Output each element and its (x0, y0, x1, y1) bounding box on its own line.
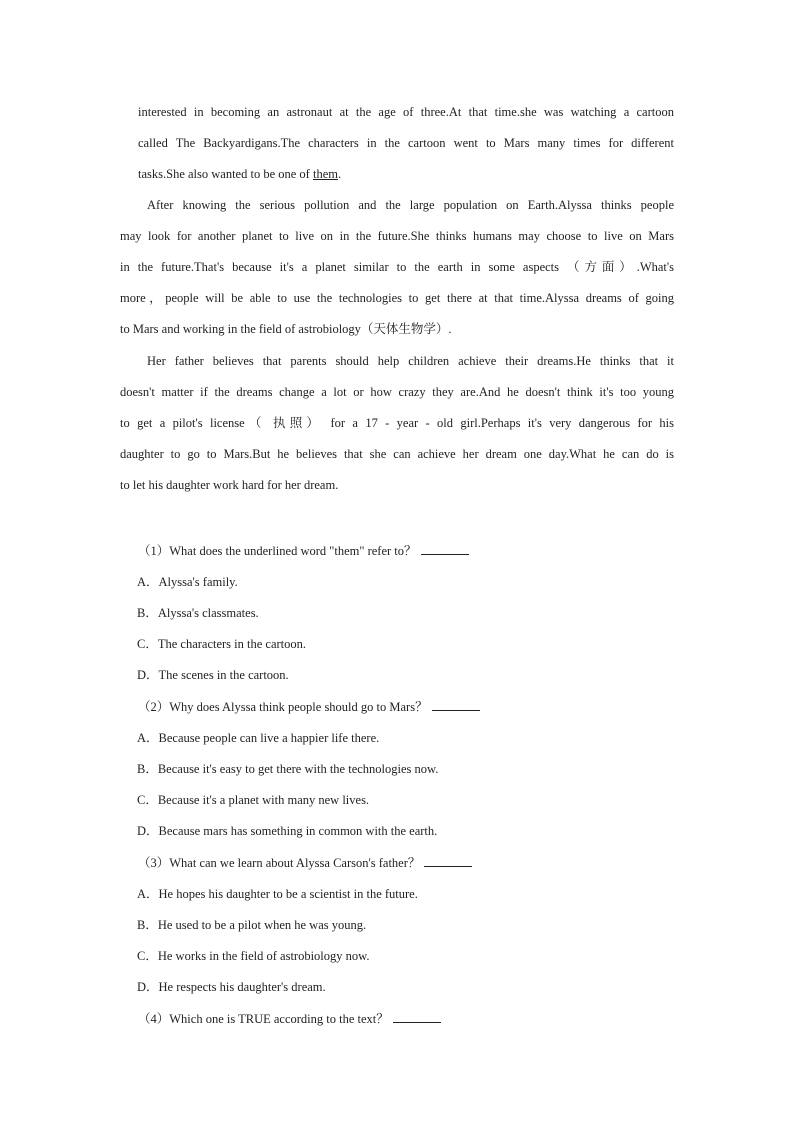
passage-line: to Mars and working in the field of astrobiology（天体生物学）. (120, 322, 452, 337)
passage-line: may look for another planet to live on in the future.She thinks humans may choose to live on Mars (120, 229, 674, 244)
option-a[interactable]: A．Alyssa's family. (137, 575, 238, 589)
answer-blank[interactable] (421, 544, 469, 555)
passage-line: in the future.That's because it's a planet similar to the earth in some aspects （方面）.What's (120, 260, 674, 275)
passage-line: tasks.She also wanted to be one of them. (138, 167, 342, 182)
passage-line: to let his daughter work hard for her dream. (120, 478, 339, 493)
answer-blank[interactable] (432, 700, 480, 711)
answer-blank[interactable] (393, 1012, 441, 1023)
passage-line: daughter to go to Mars.But he believes that she can achieve her dream one day.What he can do is (120, 447, 674, 462)
option-d[interactable]: D．Because mars has something in common with the earth. (137, 824, 438, 838)
option-c[interactable]: C．Because it's a planet with many new lives. (137, 793, 370, 807)
option-b[interactable]: B．He used to be a pilot when he was young. (137, 918, 367, 932)
passage-line: After knowing the serious pollution and the large population on Earth.Alyssa thinks people (147, 198, 674, 212)
underlined-word: them (312, 167, 338, 182)
passage-line: more，people will be able to use the technologies to get there at that time.Alyssa dreams of going (120, 291, 674, 306)
passage-line: doesn't matter if the dreams change a lot or how crazy they are.And he doesn't think it's too young (120, 385, 674, 400)
passage-line: Her father believes that parents should help children achieve their dreams.He thinks that it (147, 354, 674, 368)
answer-blank[interactable] (424, 856, 472, 867)
option-a[interactable]: A．Because people can live a happier life there. (137, 731, 380, 745)
question-stem: （2）Why does Alyssa think people should go to Mars？ (138, 697, 480, 715)
question-stem: （4）Which one is TRUE according to the text？ (138, 1009, 441, 1027)
question-stem: （3）What can we learn about Alyssa Carson's father？ (138, 853, 472, 871)
passage-line: called The Backyardigans.The characters in the cartoon went to Mars many times for different (138, 136, 674, 151)
option-d[interactable]: D．The scenes in the cartoon. (137, 668, 289, 682)
option-c[interactable]: C．The characters in the cartoon. (137, 637, 307, 651)
passage-line: to get a pilot's license（ 执照） for a 17 - year - old girl.Perhaps it's very dangerous for his (120, 416, 674, 431)
option-b[interactable]: B．Because it's easy to get there with the technologies now. (137, 762, 439, 776)
question-stem: （1）What does the underlined word "them" refer to？ (138, 541, 469, 559)
option-b[interactable]: B．Alyssa's classmates. (137, 606, 259, 620)
option-c[interactable]: C．He works in the field of astrobiology now. (137, 949, 370, 963)
passage-line: interested in becoming an astronaut at the age of three.At that time.she was watching a cartoon (138, 105, 674, 119)
option-a[interactable]: A．He hopes his daughter to be a scientist in the future. (137, 887, 418, 901)
option-d[interactable]: D．He respects his daughter's dream. (137, 980, 326, 994)
